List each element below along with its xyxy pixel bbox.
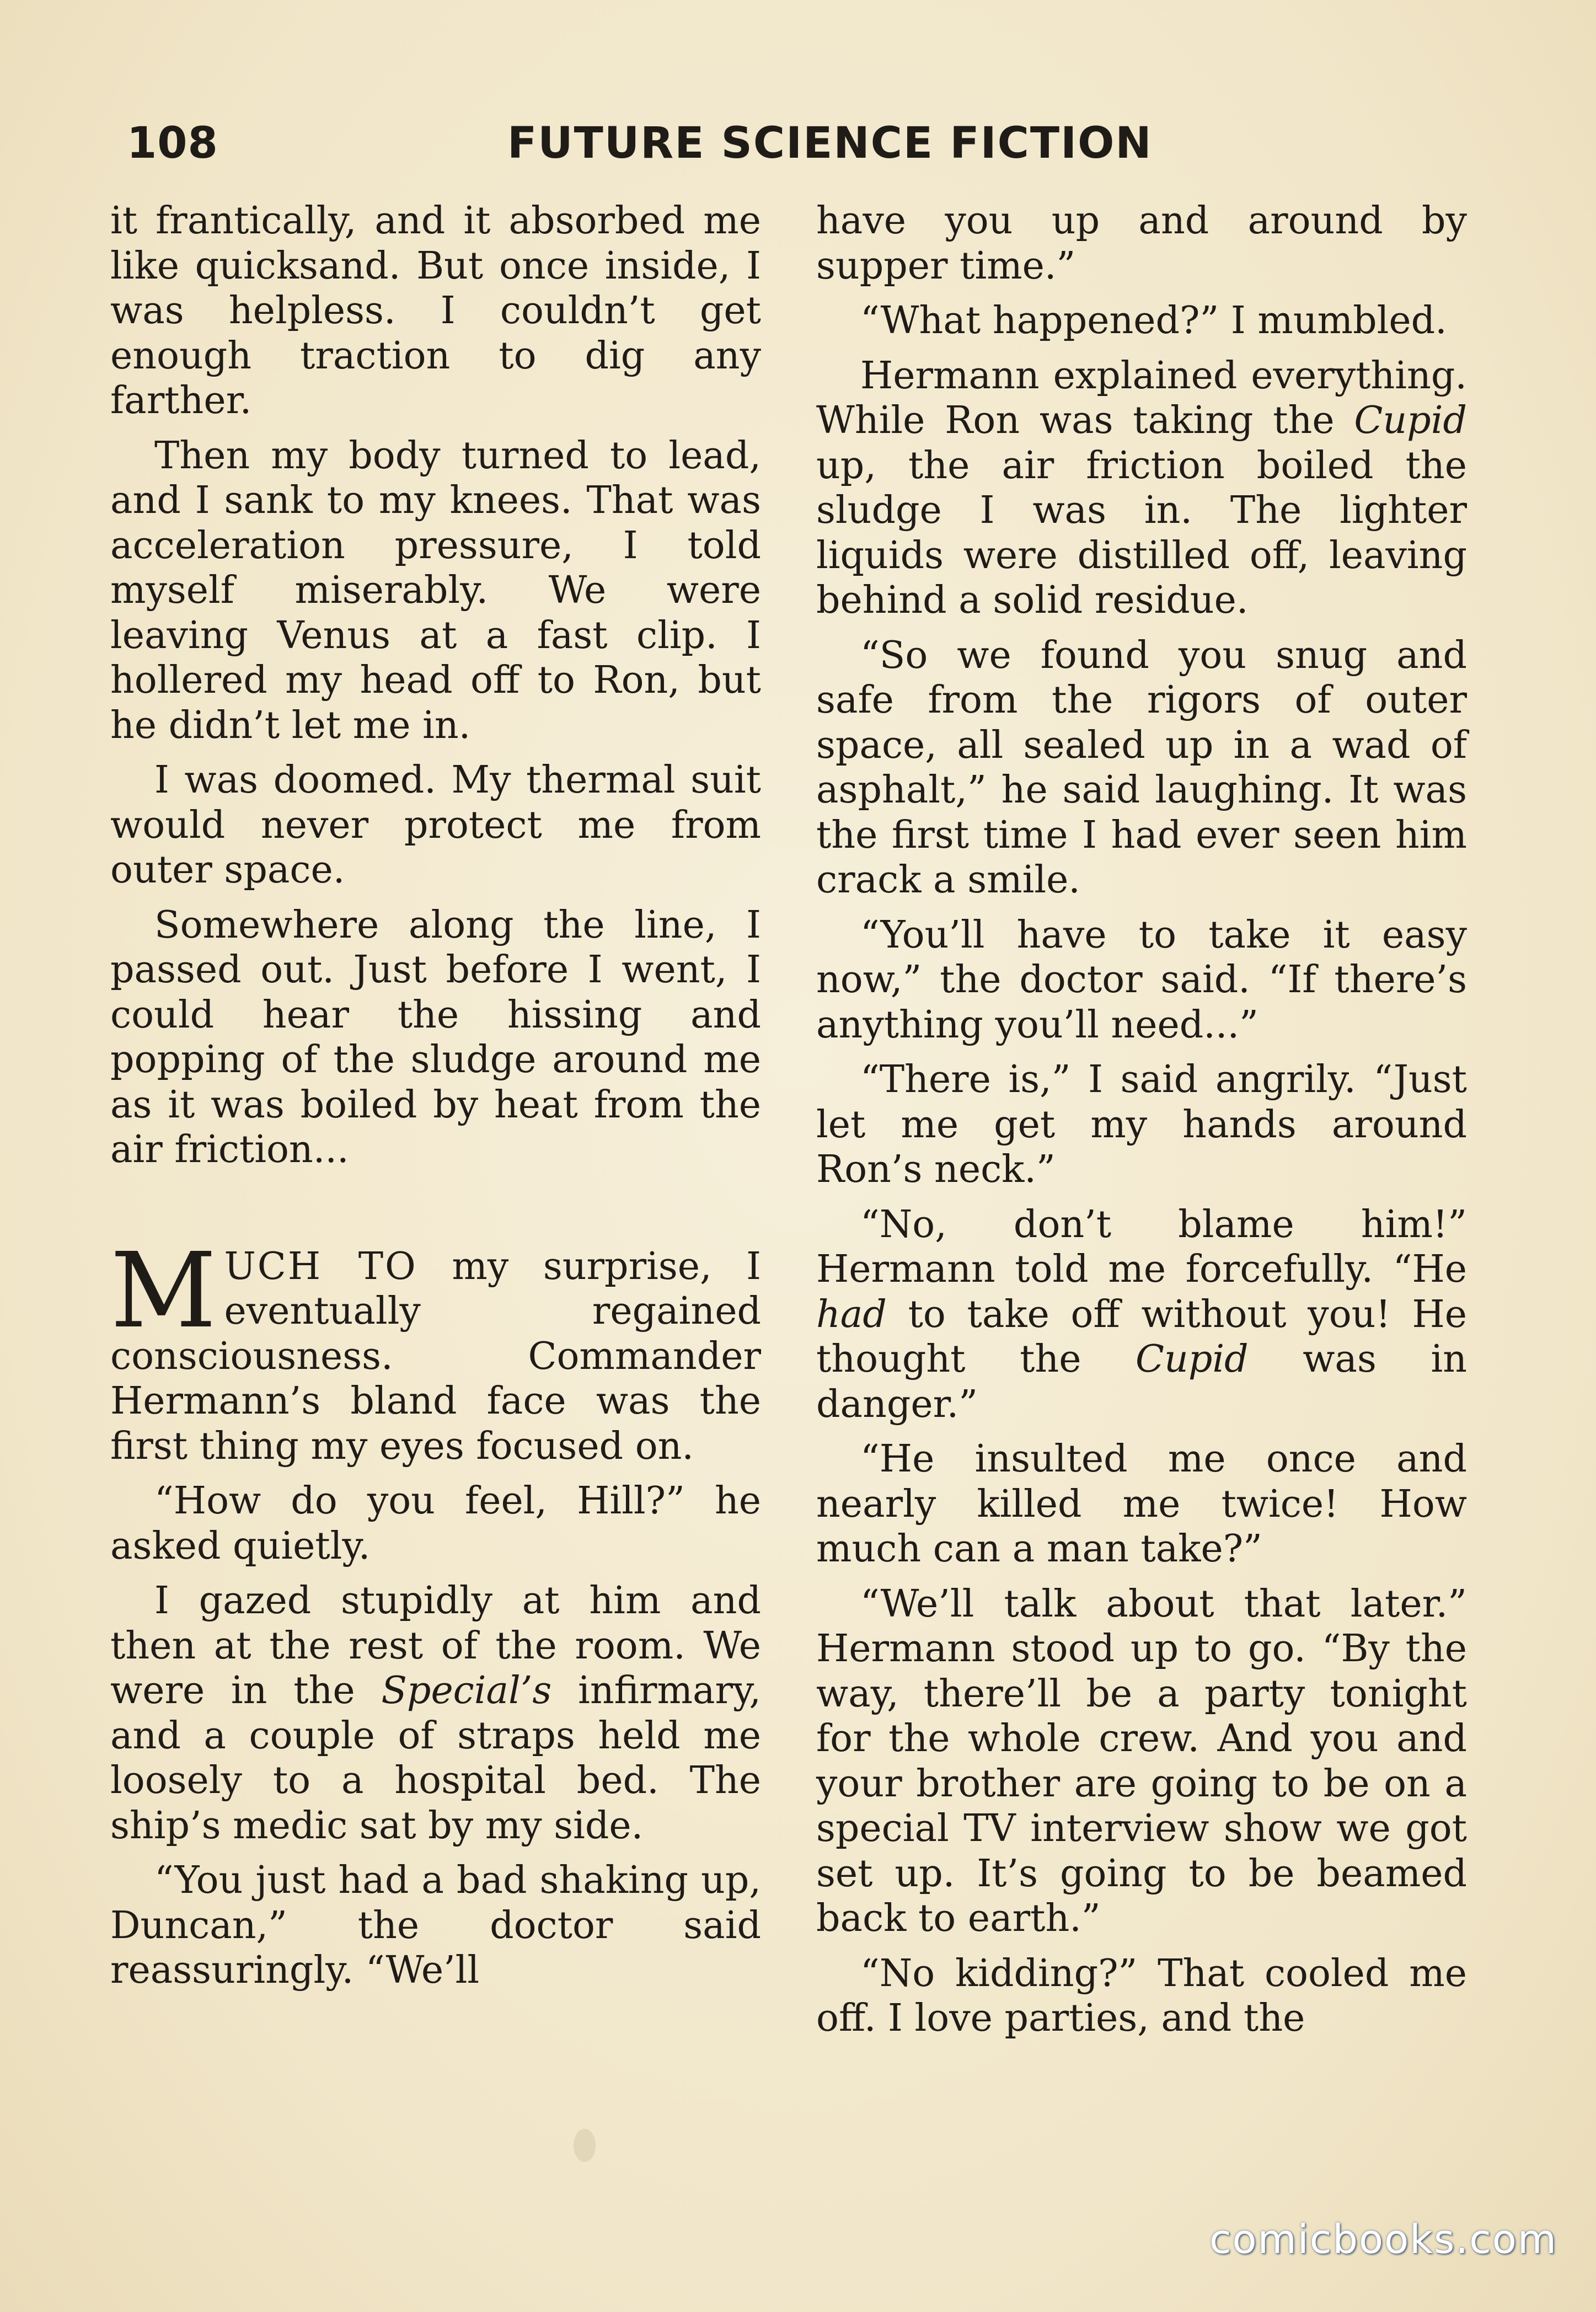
paragraph-text: infirmary, and a couple of straps held me loosely to a hospital bed. The ship’s medic sat by my side. (110, 1669, 761, 1848)
right-column (816, 199, 1467, 2051)
ship-name-italic: Cupid (1354, 399, 1467, 442)
ship-name-italic: Special’s (381, 1669, 552, 1712)
paragraph: have you up and around by supper time.” (816, 199, 1467, 288)
paragraph (110, 1578, 761, 1848)
paragraph: “You’ll have to take it easy now,” the doctor said. “If there’s anything you’ll need...” (816, 913, 1467, 1047)
left-column (110, 199, 761, 2003)
paragraph: “How do you feel, Hill?” he asked quietly. (110, 1479, 761, 1568)
paragraph-text: Hermann explained everything. While Ron was taking the (816, 354, 1467, 442)
paragraph: I was doomed. My thermal suit would never protect me from outer space. (110, 758, 761, 892)
running-title: FUTURE SCIENCE FICTION (507, 119, 1153, 168)
drop-cap: M (110, 1230, 217, 1351)
paragraph-text: my surprise, I eventually regained consciousness. Commander Hermann’s bland face was the first thing my eyes focused on. (110, 1244, 761, 1468)
paragraph: “There is,” I said angrily. “Just let me get my hands around Ron’s neck.” (816, 1058, 1467, 1191)
page-header (110, 119, 1489, 185)
ship-name-italic: Cupid (1136, 1337, 1249, 1381)
paragraph: Then my body turned to lead, and I sank to my knees. That was acceleration pressure, I told myself miserably. We were leaving Venus at a fast clip. I hollered my head off to Ron, but he didn’t let me in. (110, 434, 761, 747)
paragraph: “What happened?” I mumbled. (860, 299, 1447, 342)
watermark: comicbooks.com (1209, 2216, 1557, 2262)
paper-stain (574, 2129, 596, 2162)
paragraph: “He insulted me once and nearly killed me twice! How much can a man take?” (816, 1437, 1467, 1571)
paragraph (816, 354, 1467, 623)
paragraph: “You just had a bad shaking up, Duncan,” the doctor said reassuringly. “We’ll (110, 1859, 761, 1992)
paragraph-text: was in danger.” (816, 1337, 1467, 1426)
paragraph: it frantically, and it absorbed me like quicksand. But once inside, I was helpless. I couldn’t get enough traction to dig any farther. (110, 199, 761, 422)
paragraph: Somewhere along the line, I passed out. Just before I went, I could hear the hissing and popping of the sludge around me as it was boiled by heat from the air friction... (110, 903, 761, 1171)
small-caps-lead: UCH TO (224, 1244, 417, 1288)
section-opening-paragraph (110, 1230, 761, 1469)
paragraph-text: “No, don’t blame him!” Hermann told me forcefully. “He (816, 1202, 1467, 1291)
paragraph: “We’ll talk about that later.” Hermann stood up to go. “By the way, there’ll be a party tonight for the whole crew. And you and your brother are going to be on a special TV interview show we got set up. It’s going to be beamed back to earth.” (816, 1582, 1467, 1940)
page-number: 108 (127, 119, 218, 168)
paragraph-text: up, the air friction boiled the sludge I was in. The lighter liquids were distilled off, leaving behind a solid residue. (816, 443, 1467, 622)
paragraph (816, 1202, 1467, 1427)
paragraph-text: I gazed stupidly at him and then at the rest of the room. We were in the (110, 1579, 761, 1712)
paragraph-text: to take off without you! He thought the (816, 1292, 1467, 1381)
paragraph: “So we found you snug and safe from the rigors of outer space, all sealed up in a wad of asphalt,” he said laughing. It was the first time I had ever seen him crack a smile. (816, 633, 1467, 902)
emphasis-italic: had (816, 1292, 887, 1336)
paragraph: “No kidding?” That cooled me off. I love parties, and the (816, 1951, 1467, 2040)
